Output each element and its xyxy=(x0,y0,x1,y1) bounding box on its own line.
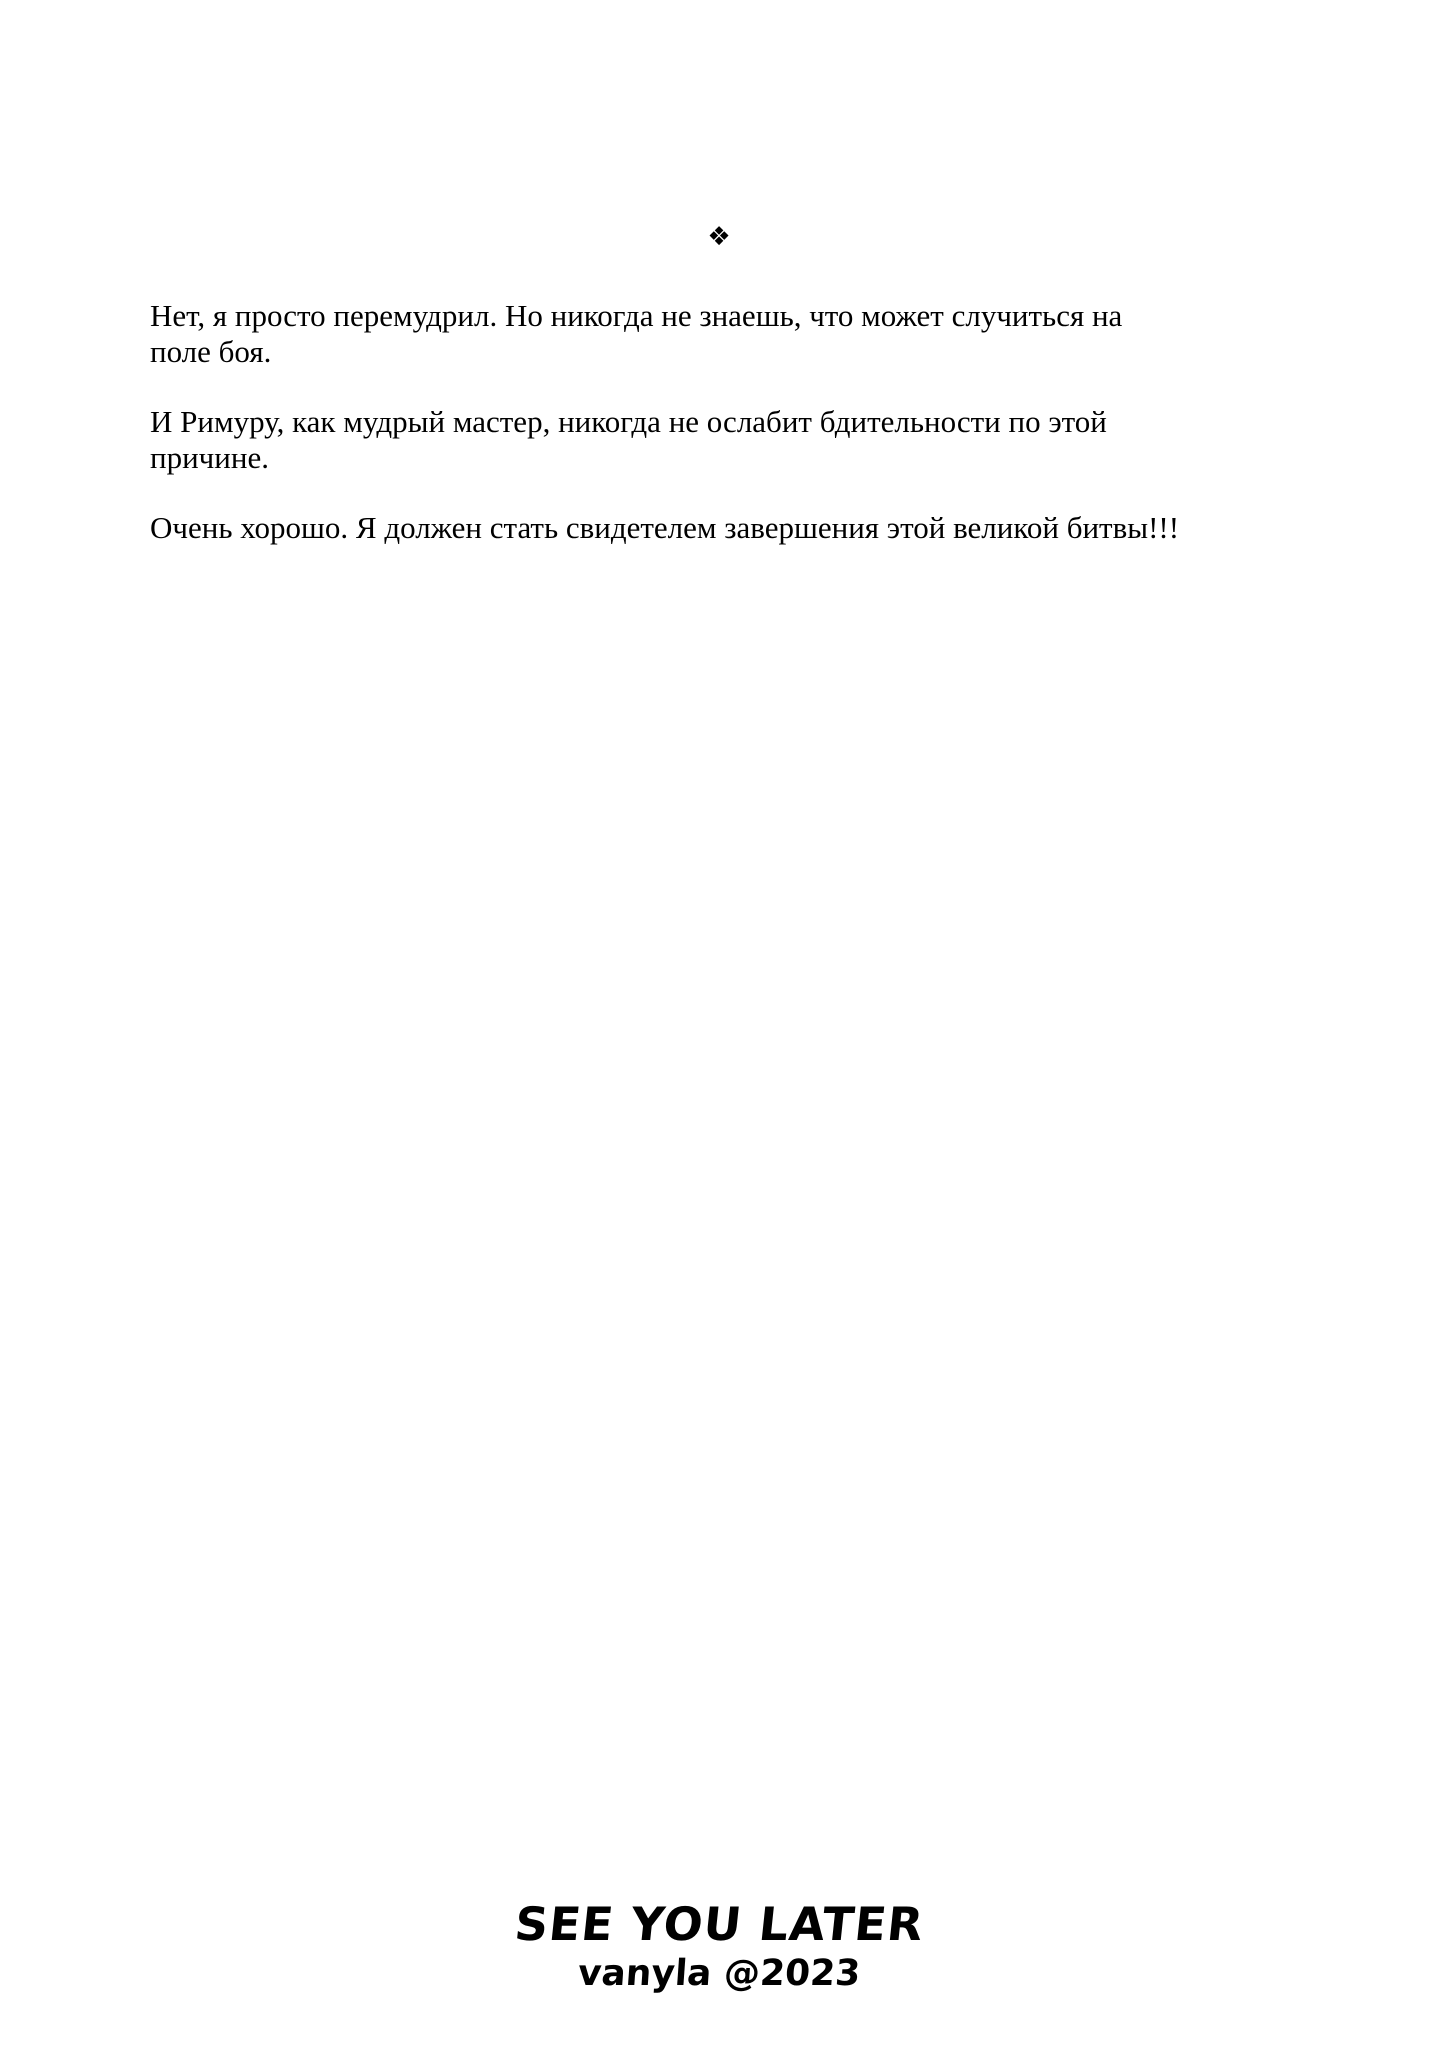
paragraph-1: Нет, я просто перемудрил. Но никогда не знаешь, что может случиться на поле боя. xyxy=(150,298,1123,369)
footer-credit: vanyla @2023 xyxy=(576,1953,862,1994)
footer-title: SEE YOU LATER xyxy=(511,1897,927,1951)
paragraph-2: И Римуру, как мудрый мастер, никогда не ослабит бдительности по этой причине. xyxy=(150,404,1107,475)
body-text xyxy=(150,298,1330,580)
paragraph-3: Очень хорошо. Я должен стать свидетелем завершения этой великой битвы!!! xyxy=(150,510,1180,545)
section-separator-icon: ❖ xyxy=(707,222,731,252)
footer xyxy=(0,1898,1438,1996)
